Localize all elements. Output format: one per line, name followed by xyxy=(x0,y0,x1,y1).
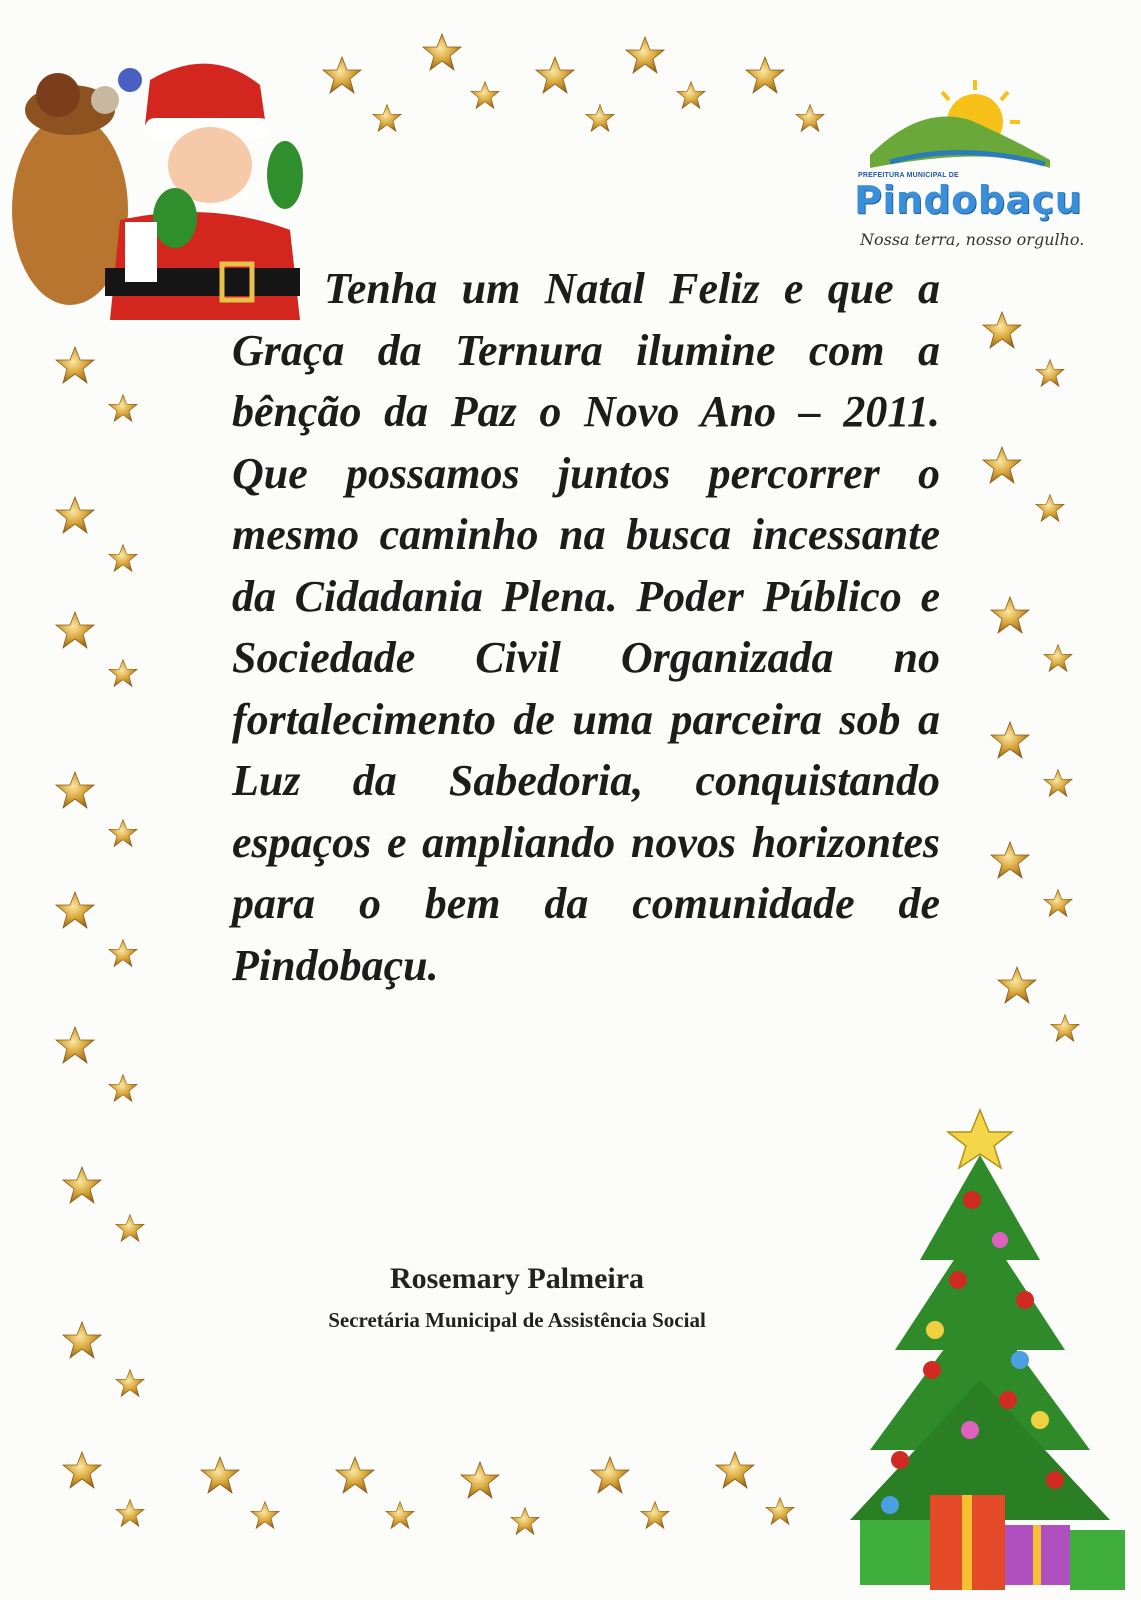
gold-star-icon xyxy=(1043,888,1073,918)
signature-title: Secretária Municipal de Assistência Social xyxy=(328,1308,706,1332)
gold-star-icon xyxy=(1043,643,1073,673)
gold-star-icon xyxy=(108,658,138,688)
christmas-tree-icon xyxy=(840,1100,1130,1595)
gold-star-icon xyxy=(108,393,138,423)
gold-star-icon xyxy=(590,1455,630,1495)
gold-star-icon xyxy=(470,80,500,110)
gold-star-icon xyxy=(1043,768,1073,798)
gold-star-icon xyxy=(108,543,138,573)
gold-star-icon xyxy=(585,103,615,133)
gold-star-icon xyxy=(990,840,1030,880)
gold-star-icon xyxy=(322,55,362,95)
gold-star-icon xyxy=(115,1498,145,1528)
gold-star-icon xyxy=(765,1496,795,1526)
gold-star-icon xyxy=(372,103,402,133)
logo-slogan: Nossa terra, nosso orgulho. xyxy=(860,230,1085,249)
gold-star-icon xyxy=(55,770,95,810)
gold-star-icon xyxy=(1035,358,1065,388)
gold-star-icon xyxy=(1035,493,1065,523)
gold-star-icon xyxy=(55,495,95,535)
gold-star-icon xyxy=(982,310,1022,350)
gold-star-icon xyxy=(62,1165,102,1205)
gold-star-icon xyxy=(715,1450,755,1490)
gold-star-icon xyxy=(795,103,825,133)
gold-star-icon xyxy=(422,32,462,72)
gold-star-icon xyxy=(625,35,665,75)
gold-star-icon xyxy=(1050,1013,1080,1043)
gold-star-icon xyxy=(676,80,706,110)
logo-brand: Pindobaçu xyxy=(854,178,1083,222)
gold-star-icon xyxy=(535,55,575,95)
gold-star-icon xyxy=(460,1460,500,1500)
gold-star-icon xyxy=(55,345,95,385)
gold-star-icon xyxy=(510,1506,540,1536)
gold-star-icon xyxy=(55,890,95,930)
gold-star-icon xyxy=(108,938,138,968)
gold-star-icon xyxy=(108,1073,138,1103)
gold-star-icon xyxy=(982,445,1022,485)
gold-star-icon xyxy=(55,610,95,650)
gold-star-icon xyxy=(640,1500,670,1530)
greeting-message xyxy=(232,258,940,996)
gold-star-icon xyxy=(990,720,1030,760)
gold-star-icon xyxy=(200,1455,240,1495)
gold-star-icon xyxy=(997,965,1037,1005)
gold-star-icon xyxy=(62,1450,102,1490)
gold-star-icon xyxy=(62,1320,102,1360)
gold-star-icon xyxy=(250,1500,280,1530)
gold-star-icon xyxy=(55,1025,95,1065)
pindobacu-logo xyxy=(850,60,1085,265)
greeting-text: Tenha um Natal Feliz e que a Graça da Ternura ilumine com a bênção da Paz o Novo Ano – 2011. Que possamos juntos percorrer o mesmo caminho na busca incessante da Cidadania Plena. Poder Público e Sociedade Civil Organizada no fortalecimento de uma parceira sob a Luz da Sabedoria, conquistando espaços e ampliando novos horizontes para o bem da comunidade de Pindobaçu. xyxy=(232,264,940,990)
signature-name: Rosemary Palmeira xyxy=(389,1262,645,1295)
gold-star-icon xyxy=(745,55,785,95)
gold-star-icon xyxy=(115,1368,145,1398)
gold-star-icon xyxy=(990,595,1030,635)
gold-star-icon xyxy=(335,1455,375,1495)
logo-caption: PREFEITURA MUNICIPAL DE xyxy=(858,172,959,179)
gold-star-icon xyxy=(385,1500,415,1530)
gold-star-icon xyxy=(108,818,138,848)
gold-star-icon xyxy=(115,1213,145,1243)
